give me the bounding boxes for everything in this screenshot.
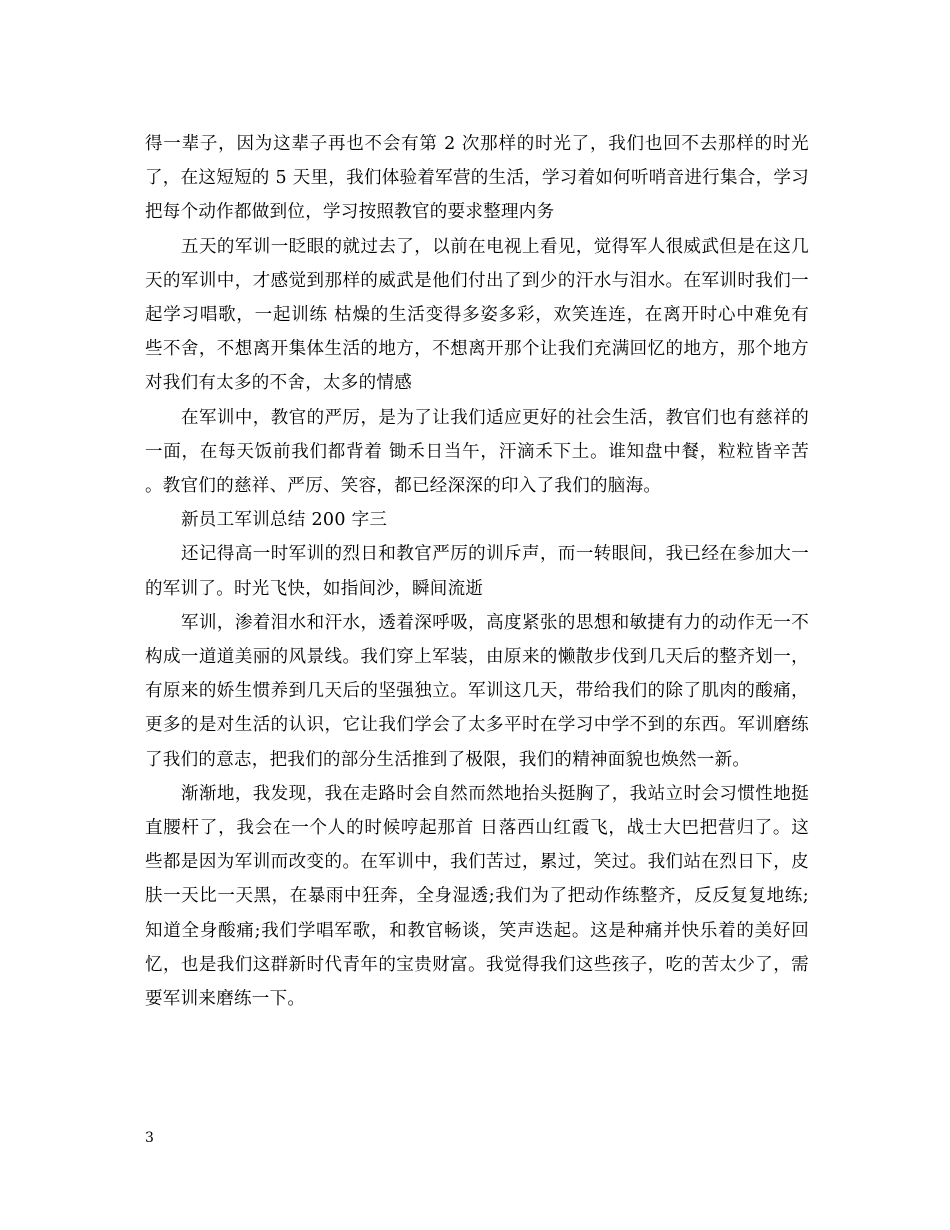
document-body [145,127,809,1016]
paragraph: 军训，渗着泪水和汗水，透着深呼吸，高度紧张的思想和敏捷有力的动作无一不构成一道道美丽的风景线。我们穿上军装，由原来的懒散步伐到几天后的整齐划一，有原来的娇生惯养到几天后的坚强独立。军训这几天，带给我们的除了肌肉的酸痛，更多的是对生活的认识，它让我们学会了太多平时在学习中学不到的东西。军训磨练了我们的意志，把我们的部分生活推到了极限，我们的精神面貌也焕然一新。 [145,612,809,770]
page-number: 3 [145,1130,154,1146]
paragraph: 五天的军训一眨眼的就过去了，以前在电视上看见，觉得军人很威武但是在这几天的军训中，才感觉到那样的威武是他们付出了到少的汗水与泪水。在军训时我们一起学习唱歌，一起训练 枯燥的生活变得多姿多彩，欢笑连连，在离开时心中难免有些不舍，不想离开集体生活的地方，不想离开那个让我们充满回忆的地方，那个地方对我们有太多的不舍，太多的情感 [145,236,809,394]
paragraph: 还记得高一时军训的烈日和教官严厉的训斥声，而一转眼间，我已经在参加大一的军训了。时光飞快，如指间沙，瞬间流逝 [145,544,809,599]
paragraph: 渐渐地，我发现，我在走路时会自然而然地抬头挺胸了，我站立时会习惯性地挺直腰杆了，我会在一个人的时候哼起那首 日落西山红霞飞，战士大巴把营归了。这些都是因为军训而改变的。在军训中，我们苦过，累过，笑过。我们站在烈日下，皮肤一天比一天黑，在暴雨中狂奔，全身湿透;我们为了把动作练整齐，反反复复地练;知道全身酸痛;我们学唱军歌，和教官畅谈，笑声迭起。这是种痛并快乐着的美好回忆，也是我们这群新时代青年的宝贵财富。我觉得我们这些孩子，吃的苦太少了，需要军训来磨练一下。 [145,783,809,1010]
section-heading: 新员工军训总结 200 字三 [181,510,388,531]
paragraph: 得一辈子，因为这辈子再也不会有第 2 次那样的时光了，我们也回不去那样的时光了，在这短短的 5 天里，我们体验着军营的生活，学习着如何听哨音进行集合，学习把每个动作都做到位，学习按照教官的要求整理内务 [145,134,809,223]
paragraph: 在军训中，教官的严厉，是为了让我们适应更好的社会生活，教官们也有慈祥的一面，在每天饭前我们都背着 锄禾日当午，汗滴禾下土。谁知盘中餐，粒粒皆辛苦 。教官们的慈祥、严厉、笑容，都已经深深的印入了我们的脑海。 [145,407,809,497]
